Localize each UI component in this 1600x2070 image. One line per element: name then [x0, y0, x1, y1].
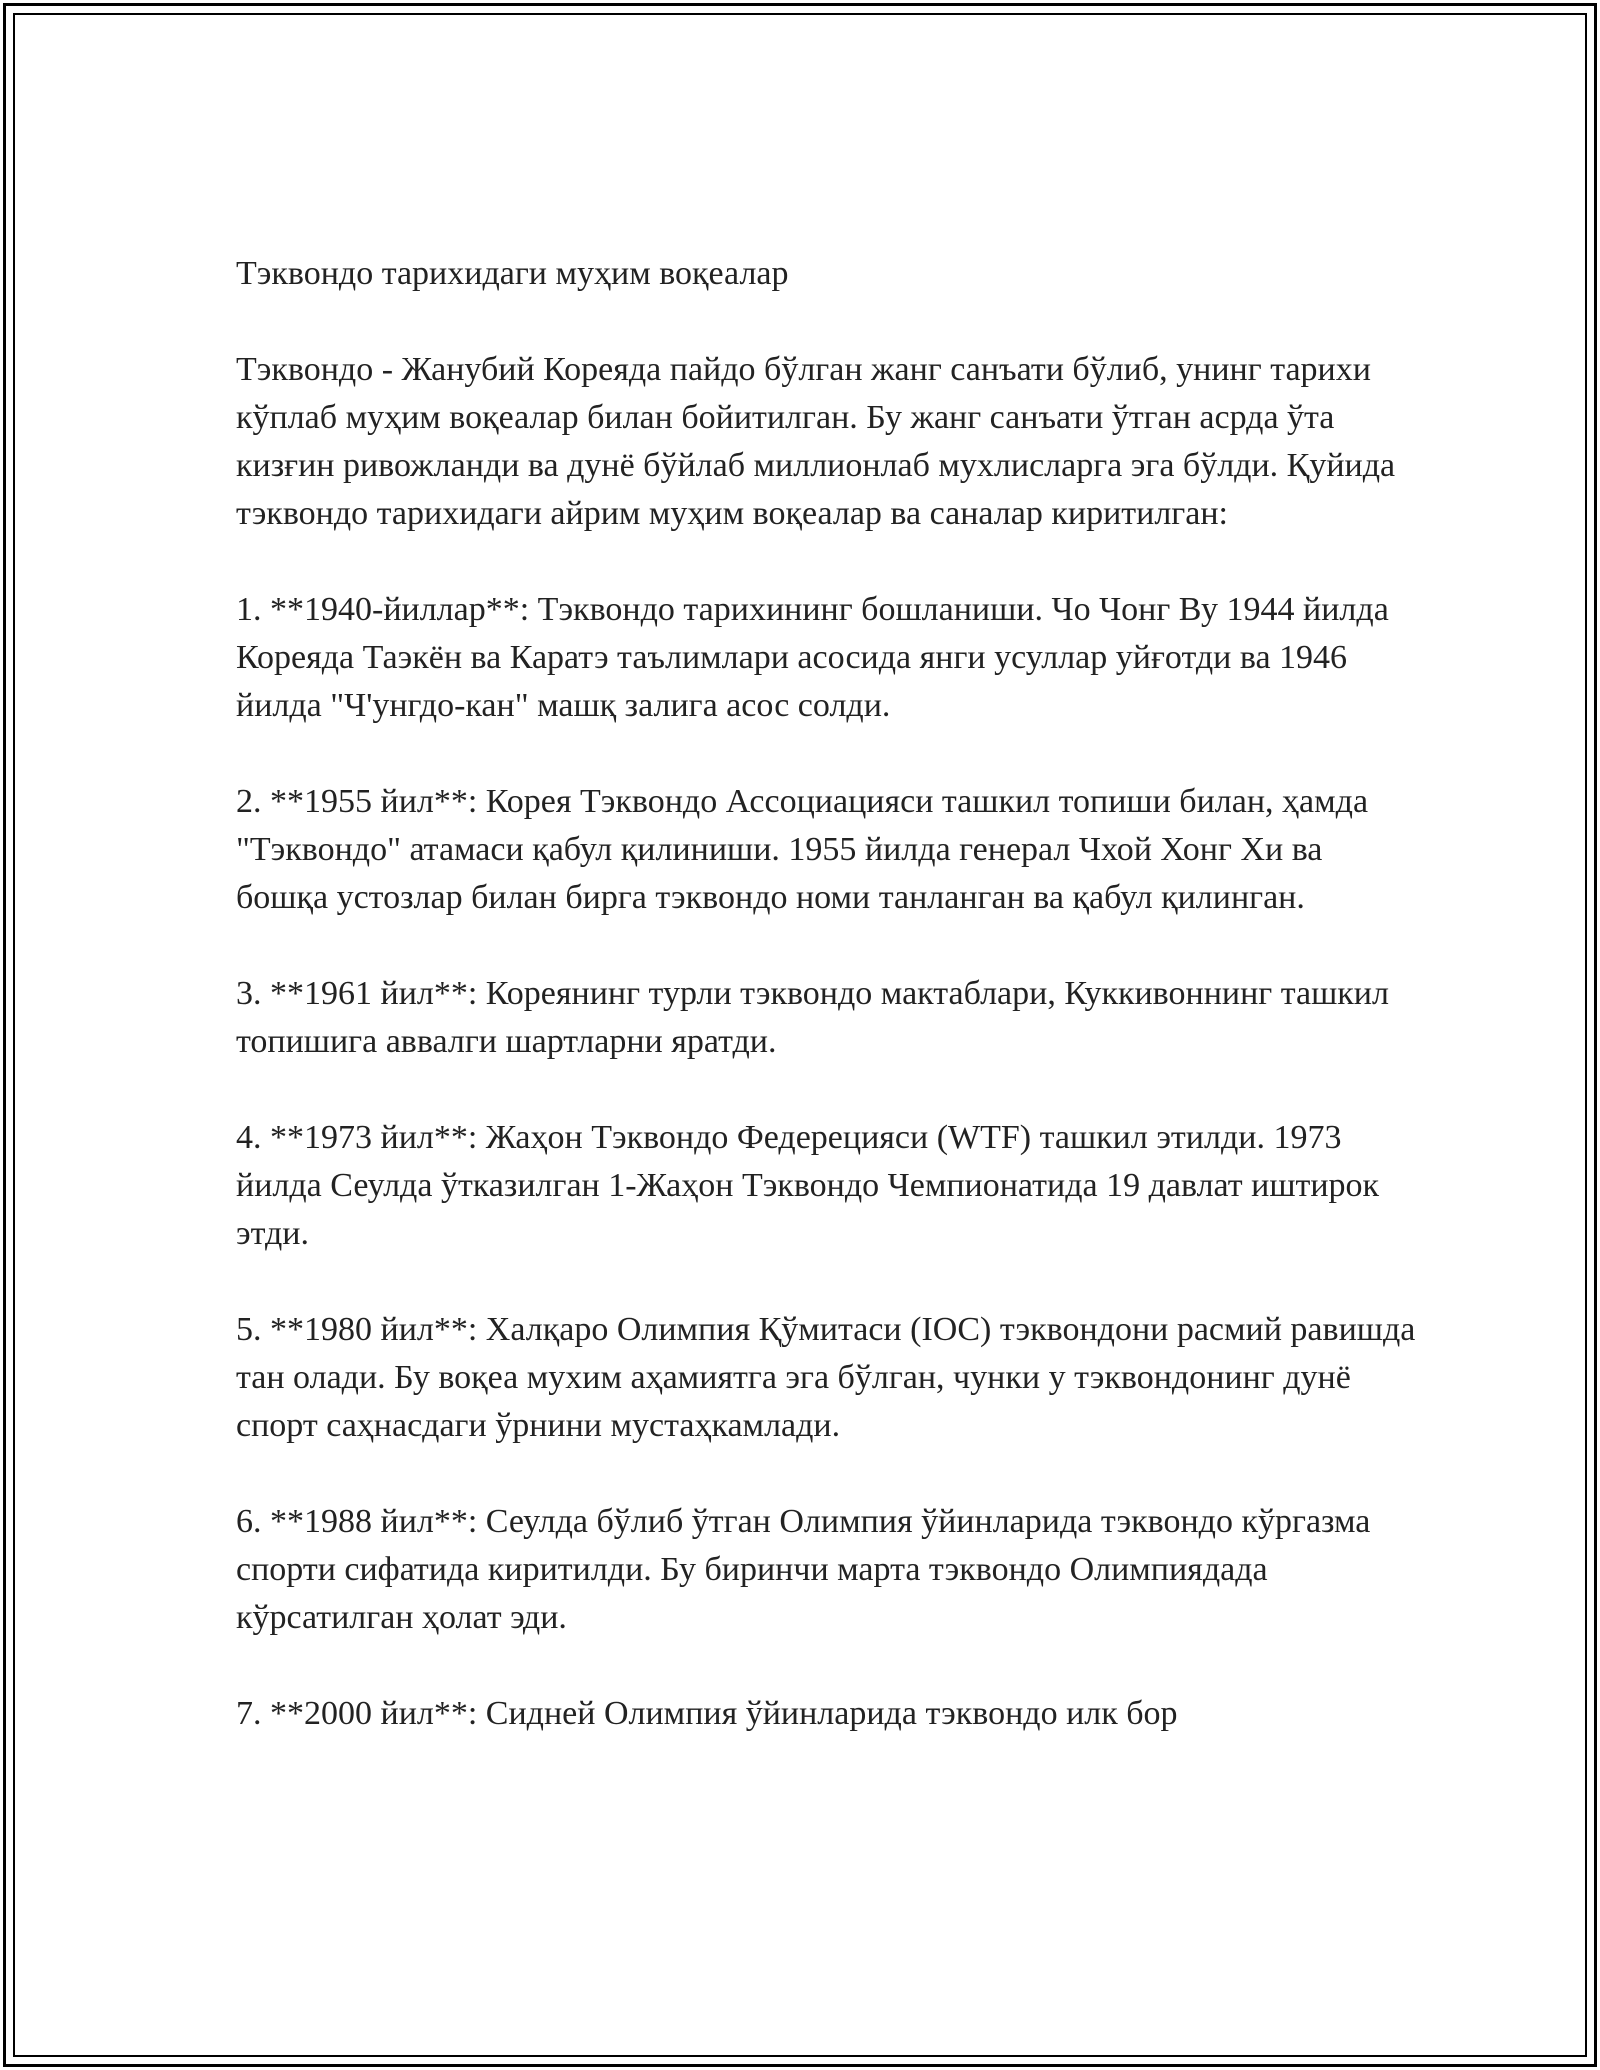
list-item-1940s: 1. **1940-йиллар**: Тэквондо тарихининг бошланиши. Чо Чонг Ву 1944 йилда Кореяда Таэкён ва Каратэ таълимлари асосида янги усуллар уйғотди ва 1946 йилда "Ч'унгдо-кан" машқ залига асос солди. — [236, 591, 1389, 724]
list-item-1980: 5. **1980 йил**: Халқаро Олимпия Қўмитаси (IOC) тэквондони расмий равишда тан олади. Бу воқеа мухим аҳамиятга эга бўлган, чунки у тэквондонинг дунё спорт саҳнасдаги ўрнини мустаҳкамлади. — [236, 1311, 1416, 1444]
list-item-1955: 2. **1955 йил**: Корея Тэквондо Ассоциацияси ташкил топиши билан, ҳамда "Тэквондо" атамаси қабул қилиниши. 1955 йилда генерал Чхой Хонг Хи ва бошқа устозлар билан бирга тэквондо номи танланган ва қабул қилинган. — [236, 783, 1369, 916]
list-item-1988: 6. **1988 йил**: Сеулда бўлиб ўтган Олимпия ўйинларида тэквондо кўргазма спорти сифатида киритилди. Бу биринчи марта тэквондо Олимпиядада кўрсатилган ҳолат эди. — [236, 1503, 1371, 1636]
document-body — [236, 250, 1416, 1738]
list-item-2000: 7. **2000 йил**: Сидней Олимпия ўйинларида тэквондо илк бор — [236, 1695, 1178, 1732]
list-item-1961: 3. **1961 йил**: Кореянинг турли тэквондо мактаблари, Куккивоннинг ташкил топишига аввалги шартларни яратди. — [236, 975, 1389, 1060]
intro-paragraph: Тэквондо - Жанубий Кореяда пайдо бўлган жанг санъати бўлиб, унинг тарихи кўплаб муҳим воқеалар билан бойитилган. Бу жанг санъати ўтган асрда ўта кизғин ривожланди ва дунё бўйлаб миллионлаб мухлисларга эга бўлди. Қуйида тэквондо тарихидаги айрим муҳим воқеалар ва саналар киритилган: — [236, 351, 1396, 532]
list-item-1973: 4. **1973 йил**: Жаҳон Тэквондо Федерецияси (WTF) ташкил этилди. 1973 йилда Сеулда ўтказилган 1-Жаҳон Тэквондо Чемпионатида 19 давлат иштирок этди. — [236, 1119, 1380, 1252]
document-title: Тэквондо тарихидаги муҳим воқеалар — [236, 255, 789, 292]
